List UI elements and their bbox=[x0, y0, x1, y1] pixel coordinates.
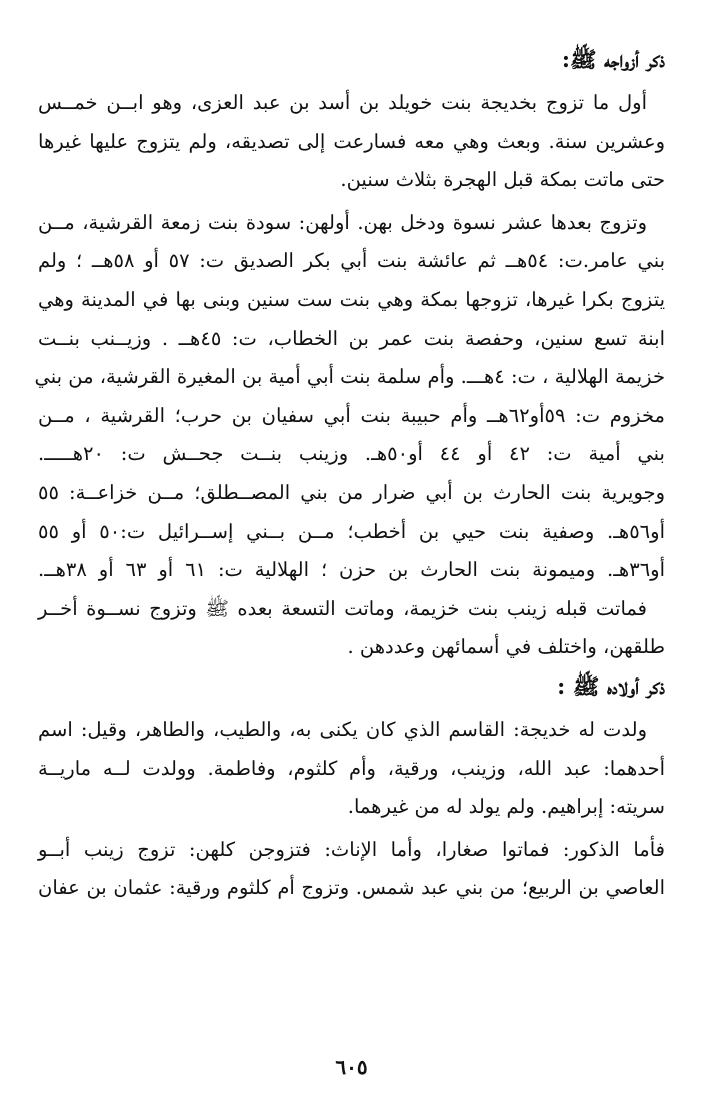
text-line: أو٣٦هـ. وميمونة بنت الحارث بن حزن ؛ الهلالية ت: ٦١ أو ٦٣ أو ٣٨هــ. bbox=[38, 558, 666, 582]
text-line: وتزوج بعدها عشر نسوة ودخل بهن. أولهن: سودة بنت زمعة القرشية، مــن bbox=[38, 210, 647, 234]
text-line: خزيمة الهلالية ، ت: ٤هـــ. وأم سلمة بنت أبي أمية بن المغيرة القرشية، من بني bbox=[34, 365, 665, 389]
page-content bbox=[34, 44, 666, 912]
text-line: وجويرية بنت الحارث بن أبي ضرار من بني المصــطلق؛ مــن خزاعــة: ٥٥ bbox=[38, 480, 665, 504]
text-line: ولدت له خديجة: القاسم الذي كان يكنى به، والطيب، والطاهر، وقيل: اسم bbox=[38, 717, 647, 741]
text-line: يتزوج بكرا غيرها، تزوجها بمكة وهي بنت ست سنين وبنى بها في المدينة وهي bbox=[38, 287, 665, 311]
text-line: طلقهن، واختلف في أسمائهن وعددهن . bbox=[347, 635, 665, 659]
section-heading-wives: ذكر أزواجه ﷺ: bbox=[561, 47, 665, 73]
text-line: بني أمية ت: ٤٢ أو ٤٤ أو٥٠هـ. وزينب بنــت جحــش ت: ٢٠هـــــ. bbox=[38, 442, 665, 466]
text-line: ابنة تسع سنين، وحفصة بنت عمر بن الخطاب، ت: ٤٥هــ . وزيــنب بنــت bbox=[38, 326, 666, 350]
text-line: أحدهما: عبد الله، وزينب، ورقية، وأم كلثوم، وفاطمة. وولدت لــه ماريــة bbox=[38, 756, 665, 780]
text-line: العاصي بن الربيع؛ من بني عبد شمس. وتزوج أم كلثوم ورقية: عثمان بن عفان bbox=[38, 876, 665, 900]
text-line: فأما الذكور: فماتوا صغارا، وأما الإناث: فتزوجن كلهن: تزوج زينب أبــو bbox=[38, 837, 665, 861]
paragraph-daughters bbox=[38, 831, 665, 908]
text-line: فماتت قبله زينب بنت خزيمة، وماتت التسعة بعده ﷺ وتزوج نســوة أخــر bbox=[38, 596, 647, 620]
paragraph-other-wives bbox=[34, 204, 666, 667]
page-number: ٦٠٥ bbox=[335, 1055, 368, 1079]
text-line: أول ما تزوج بخديجة بنت خويلد بن أسد بن عبد العزى، وهو ابــن خمــس bbox=[38, 91, 647, 114]
text-line: بني عامر.ت: ٥٤هــ ثم عائشة بنت أبي بكر الصديق ت: ٥٧ أو ٥٨هــ ؛ ولم bbox=[38, 249, 666, 273]
text-line: مخزوم ت: ٥٩أو٦٢هــ وأم حبيبة بنت أبي سفيان بن حرب؛ القرشية ، مــن bbox=[38, 403, 666, 427]
section-heading-children: ذكر أولاده ﷺ : bbox=[557, 673, 665, 700]
paragraph-khadija bbox=[38, 84, 665, 200]
text-line: أو٥٦هـ. وصفية بنت حيي بن أخطب؛ مــن بــني إســرائيل ت:٥٠ أو ٥٥ bbox=[38, 519, 665, 543]
text-line: وعشرين سنة. وبعث وهي معه فسارعت إلى تصديقه، ولم يتزوج عليها غيرها bbox=[38, 129, 665, 153]
text-line: حتى ماتت بمكة قبل الهجرة بثلاث سنين. bbox=[340, 168, 665, 192]
text-line: سريته: إبراهيم. ولم يولد له من غيرهما. bbox=[347, 795, 665, 819]
paragraph-children bbox=[38, 711, 665, 827]
